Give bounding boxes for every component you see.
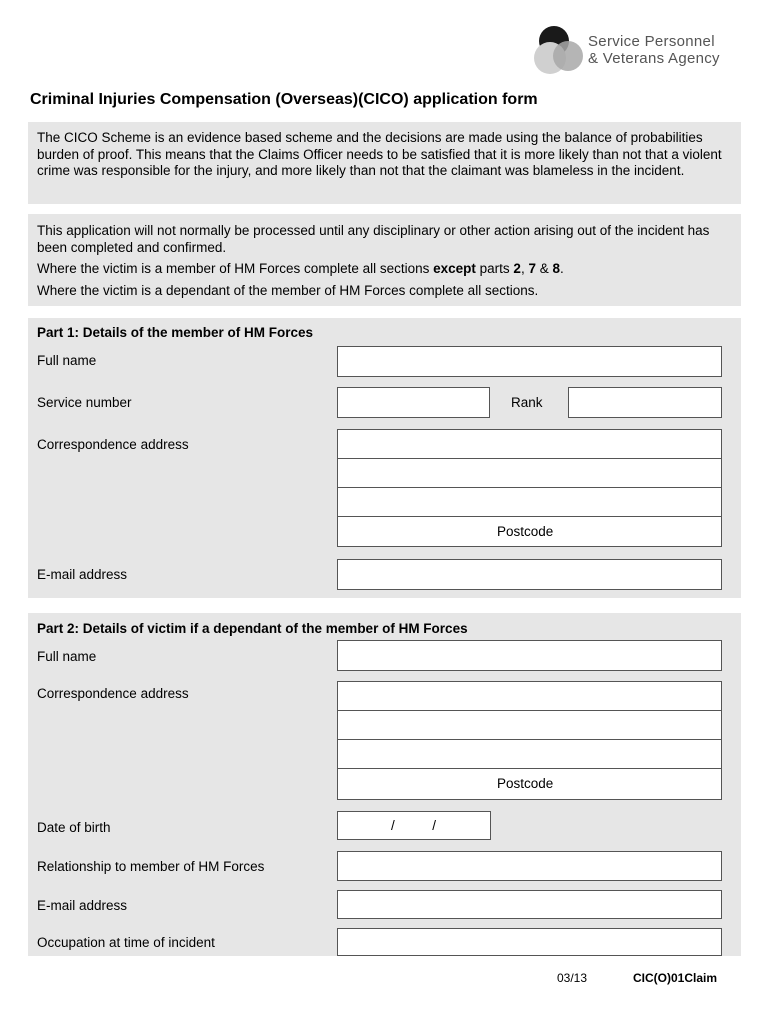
part1-full-name-label: Full name — [37, 353, 97, 368]
part1-address-line-3[interactable] — [337, 487, 722, 517]
part2-address-label: Correspondence address — [37, 686, 189, 701]
intro-paragraph-2: This application will not normally be processed until any disciplinary or other action arising out of the incident has been completed and confirmed. — [37, 223, 710, 255]
intro-paragraph-3: Where the victim is a member of HM Forces complete all sections except parts 2, 7 & 8. — [37, 261, 564, 276]
part2-postcode-input[interactable] — [337, 768, 722, 800]
part2-dob-label: Date of birth — [37, 820, 111, 835]
intro-box-2 — [28, 214, 741, 306]
intro-paragraph-4: Where the victim is a dependant of the member of HM Forces complete all sections. — [37, 283, 539, 298]
intro-paragraph-1: The CICO Scheme is an evidence based scheme and the decisions are made using the balance of probabilities burden of proof. This means that the Claims Officer needs to be satisfied that it is more likely than not that a violent crime was responsible for the injury, and more likely than not that the claimant was blameless in the incident. — [37, 130, 722, 178]
part1-section — [28, 318, 741, 598]
part2-email-label: E-mail address — [37, 898, 128, 913]
part1-postcode-input[interactable] — [337, 516, 722, 547]
intro-box-1 — [28, 122, 741, 204]
part2-occupation-label: Occupation at time of incident — [37, 935, 215, 950]
part1-service-number-input[interactable] — [337, 387, 490, 418]
part2-section — [28, 613, 741, 956]
part2-email-input[interactable] — [337, 890, 722, 919]
part1-postcode-label: Postcode — [497, 524, 554, 539]
logo-line-1: Service Personnel — [588, 33, 715, 50]
logo-circles-icon — [530, 22, 590, 78]
part2-dob-input[interactable] — [337, 811, 491, 840]
part2-relationship-label: Relationship to member of HM Forces — [37, 859, 265, 874]
part1-email-label: E-mail address — [37, 567, 128, 582]
part2-address-line-3[interactable] — [337, 739, 722, 769]
part1-title: Part 1: Details of the member of HM Forces — [37, 325, 314, 340]
part2-title: Part 2: Details of victim if a dependant of the member of HM Forces — [37, 621, 468, 636]
part2-full-name-label: Full name — [37, 649, 97, 664]
part2-postcode-label: Postcode — [497, 776, 554, 791]
part2-address-line-2[interactable] — [337, 710, 722, 740]
part1-rank-label: Rank — [511, 395, 543, 410]
part2-occupation-input[interactable] — [337, 928, 722, 956]
footer-date: 03/13 — [557, 971, 588, 985]
part1-address-line-2[interactable] — [337, 458, 722, 488]
part2-dob-separators: / / — [391, 818, 437, 833]
part1-rank-input[interactable] — [568, 387, 722, 418]
part1-address-line-1[interactable] — [337, 429, 722, 459]
footer-form-code: CIC(O)01Claim — [633, 971, 718, 985]
part2-relationship-input[interactable] — [337, 851, 722, 881]
part1-address-label: Correspondence address — [37, 437, 189, 452]
part1-email-input[interactable] — [337, 559, 722, 590]
part1-service-number-label: Service number — [37, 395, 132, 410]
part1-full-name-input[interactable] — [337, 346, 722, 377]
part2-full-name-input[interactable] — [337, 640, 722, 671]
form-title: Criminal Injuries Compensation (Overseas)(CICO) application form — [30, 91, 538, 108]
part2-address-line-1[interactable] — [337, 681, 722, 711]
logo-line-2: & Veterans Agency — [588, 50, 720, 67]
agency-logo — [530, 22, 740, 78]
